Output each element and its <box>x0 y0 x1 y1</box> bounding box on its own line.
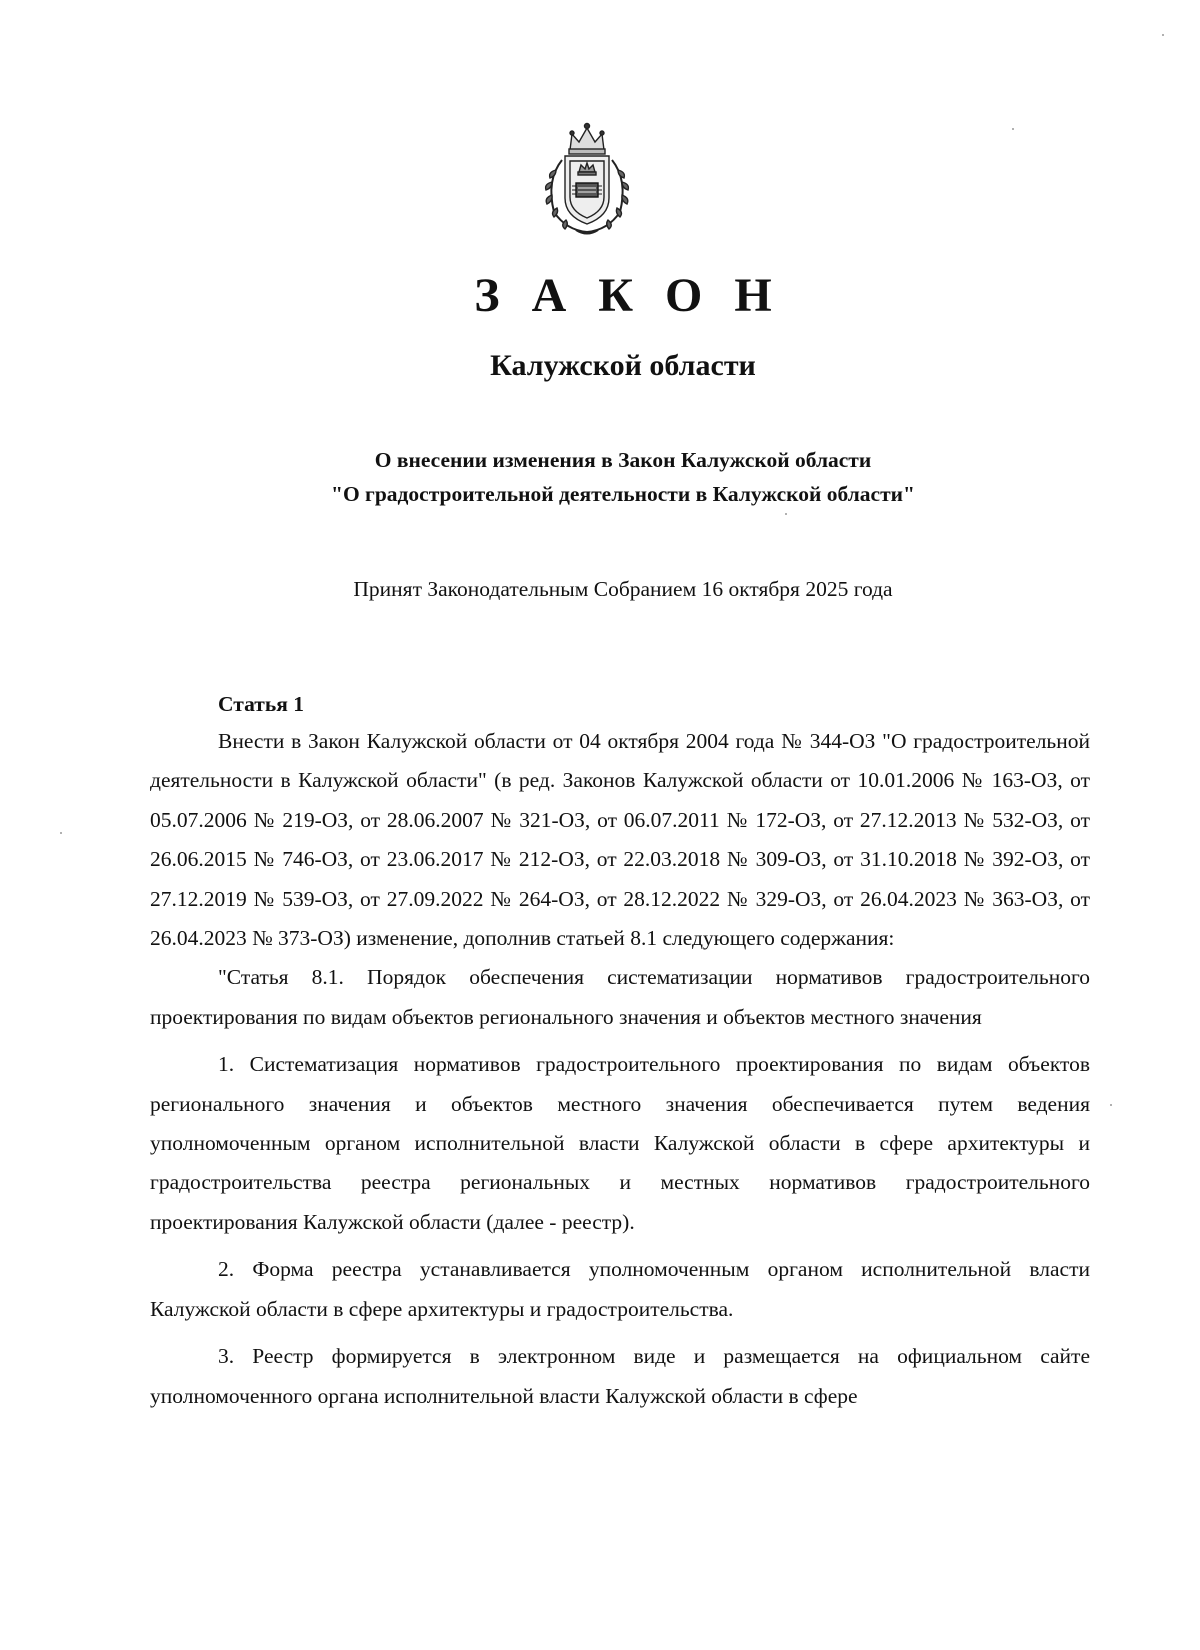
paragraph: "Статья 8.1. Порядок обеспечения систематизации нормативов градостроительного проектирования по видам объектов регионального значения и объектов местного значения <box>150 965 1090 1029</box>
document-title: З А К О Н <box>474 269 782 322</box>
document-body <box>150 722 1090 1416</box>
article-title: Статья 1 <box>218 692 304 716</box>
paragraph: 3. Реестр формируется в электронном виде и размещается на официальном сайте уполномоченного органа исполнительной власти Калужской области в сфере <box>150 1344 1090 1408</box>
paragraph: 2. Форма реестра устанавливается уполномоченным органом исполнительной власти Калужской области в сфере архитектуры и градостроительства. <box>150 1257 1090 1321</box>
paragraph: 1. Систематизация нормативов градостроительного проектирования по видам объектов регионального значения и объектов местного значения обеспечивается путем ведения уполномоченным органом исполнительной власти Калужской области в сфере архитектуры и градостроительства реестра региональных и местных нормативов градостроительного проектирования Калужской области (далее - реестр). <box>150 1052 1090 1234</box>
paragraph: Внести в Закон Калужской области от 04 октября 2004 года № 344-ОЗ "О градостроительной деятельности в Калужской области" (в ред. Законов Калужской области от 10.01.2006 № 163-ОЗ, от 05.07.2006 № 219-ОЗ, от 28.06.2007 № 321-ОЗ, от 06.07.2011 № 172-ОЗ, от 27.12.2013 № 532-ОЗ, от 26.06.2015 № 746-ОЗ, от 23.06.2017 № 212-ОЗ, от 22.03.2018 № 309-ОЗ, от 31.10.2018 № 392-ОЗ, от 27.12.2019 № 539-ОЗ, от 27.09.2022 № 264-ОЗ, от 28.12.2022 № 329-ОЗ, от 26.04.2023 № 363-ОЗ, от 26.04.2023 № 373-ОЗ) изменение, дополнив статьей 8.1 следующего содержания: <box>150 729 1090 951</box>
law-heading-line-1: О внесении изменения в Закон Калужской области <box>374 448 872 472</box>
law-heading-line-2: "О градостроительной деятельности в Калужской области" <box>331 482 915 506</box>
document-subtitle: Калужской области <box>490 349 756 382</box>
coat-of-arms-icon <box>532 120 642 238</box>
adoption-line: Принят Законодательным Собранием 16 октября 2025 года <box>353 577 893 601</box>
law-heading <box>0 443 1200 511</box>
